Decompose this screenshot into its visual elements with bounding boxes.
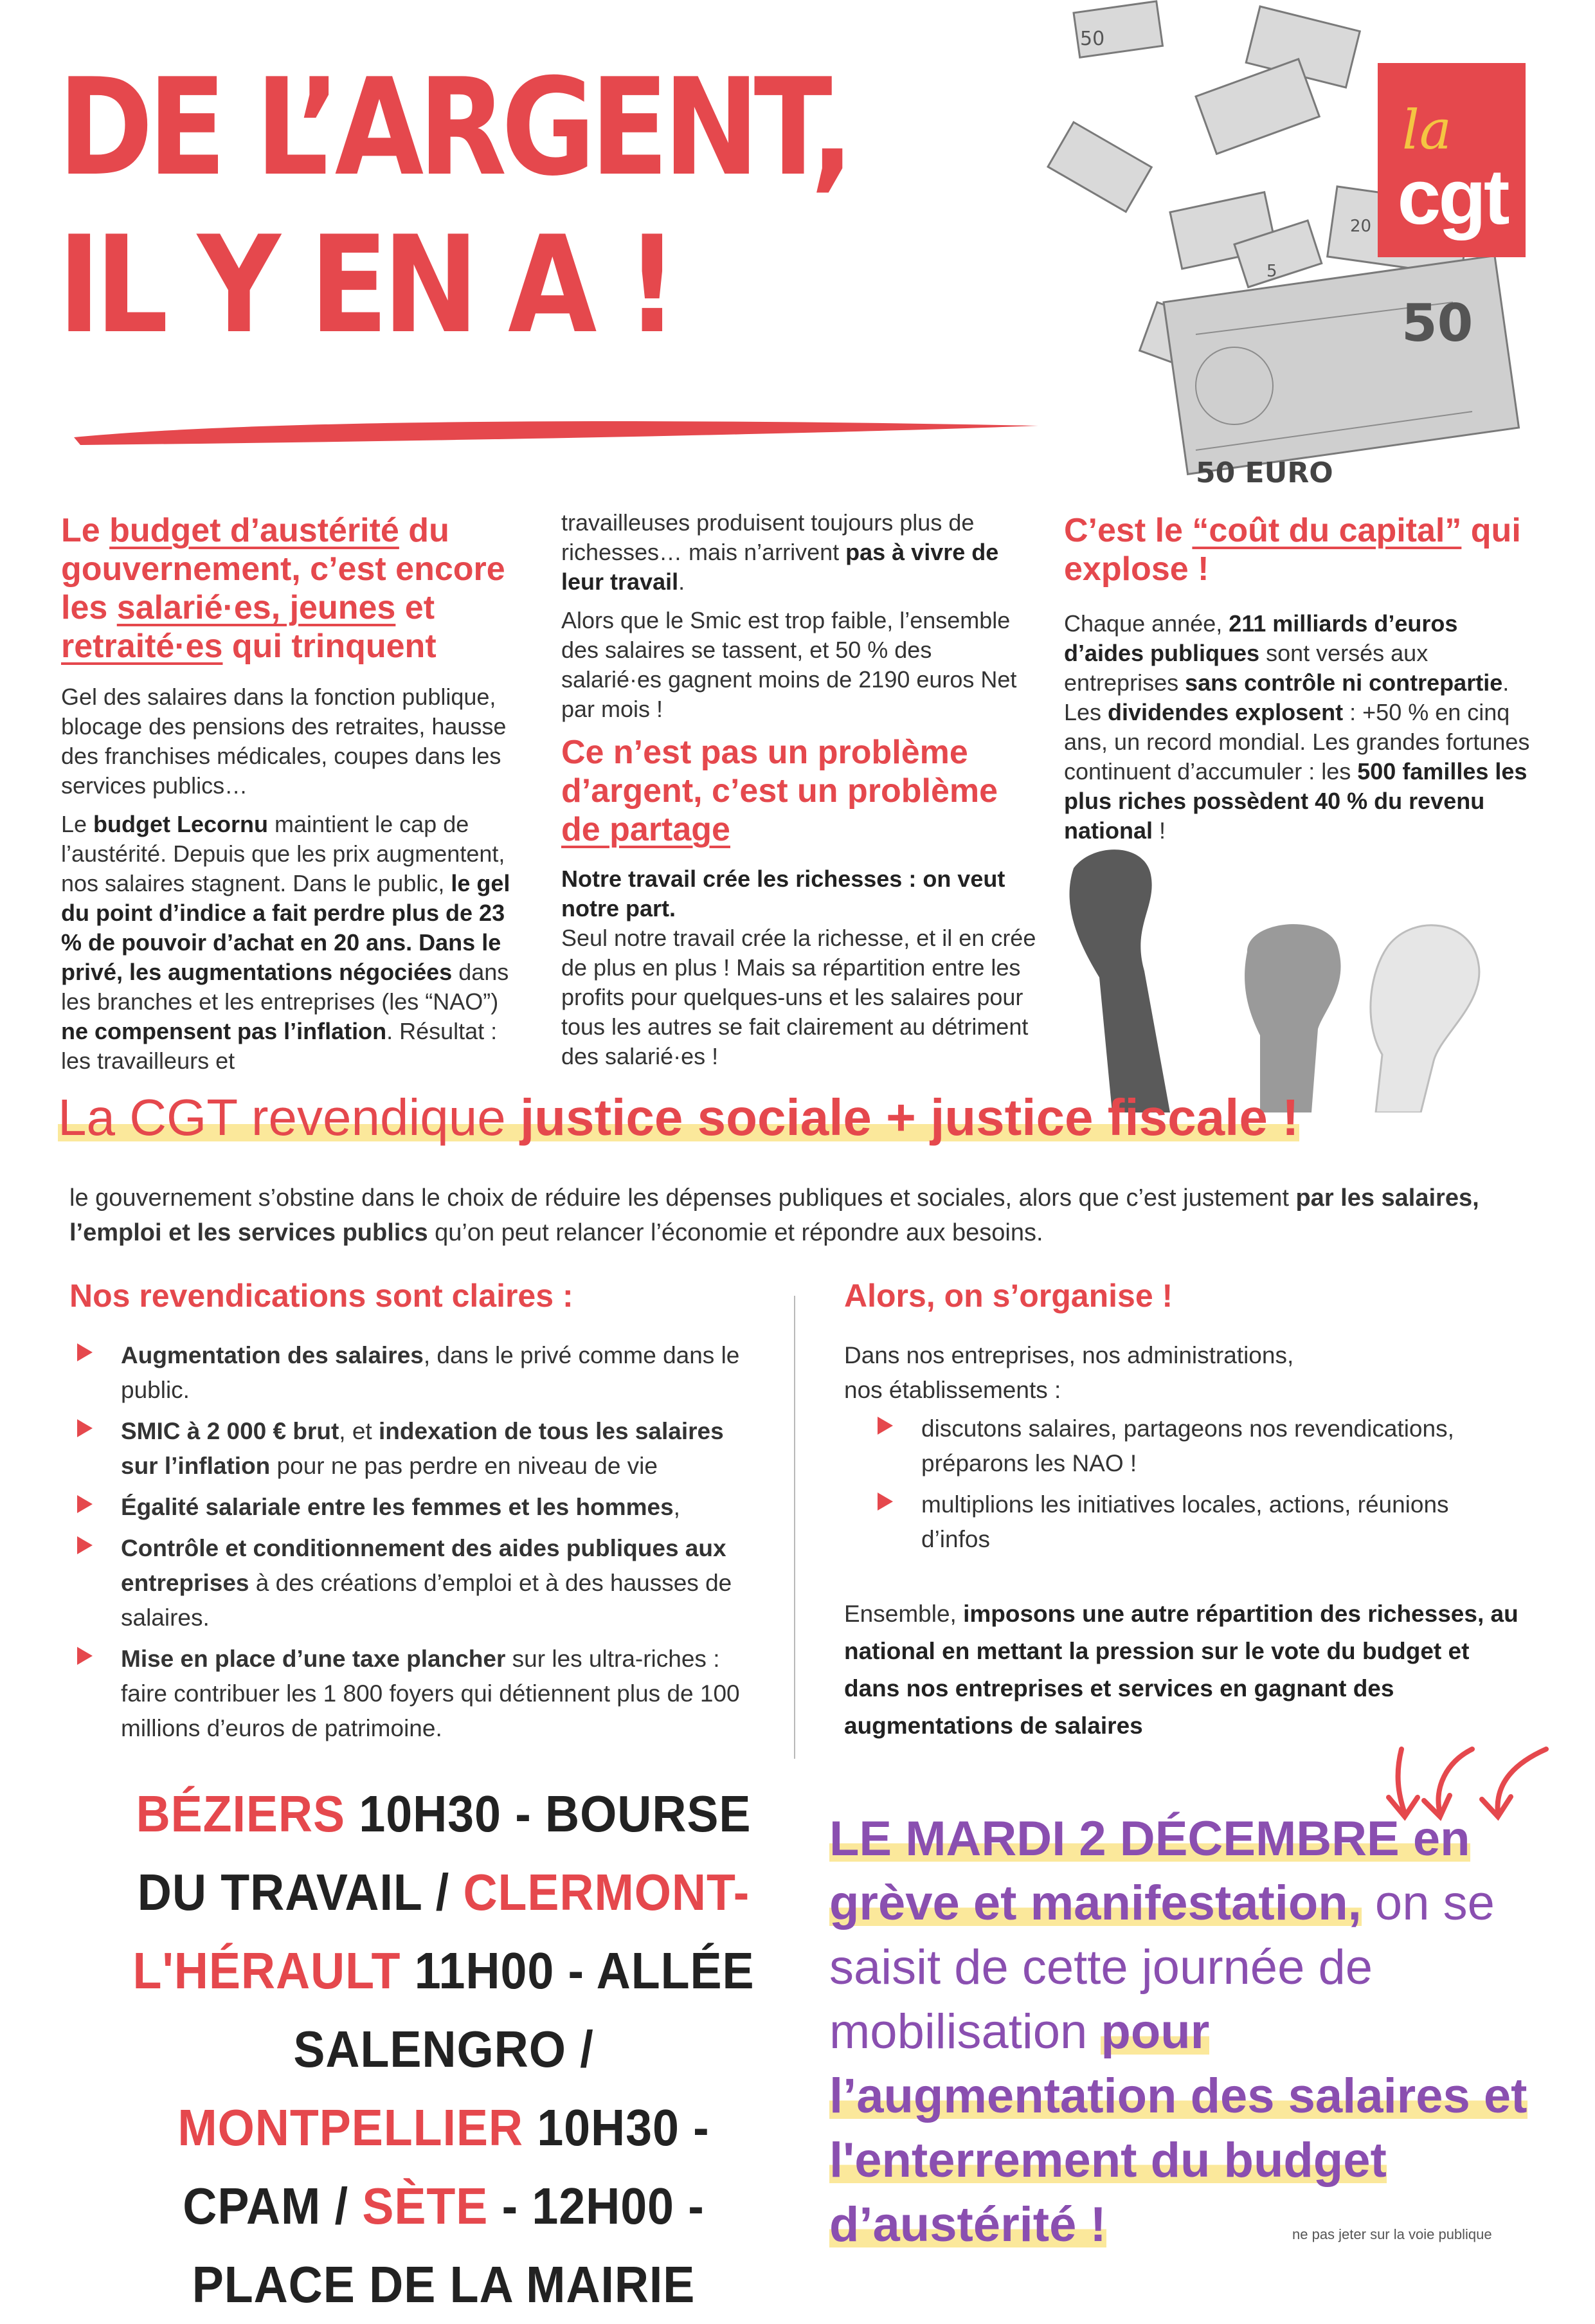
organise-heading: Alors, on s’organise ! [844, 1278, 1173, 1314]
organise-section [844, 1276, 1519, 1754]
intro-paragraph: le gouvernement s’obstine dans le choix de réduire les dépenses publiques et sociales, alors que c’est justement par les salaires, l’emploi et les services publics qu’on peut relancer l’économie et répondre aux besoins. [69, 1185, 1479, 1246]
logo-script: la [1402, 98, 1452, 161]
column-2-heading: Ce n’est pas un problème d’argent, c’est un problème de partage [561, 734, 998, 848]
list-item: Contrôle et conditionnement des aides publiques aux entreprises à des créations d’emploi et à des hausses de salaires. [69, 1531, 751, 1635]
heading-underlined: retraité·es [61, 628, 223, 665]
demands-heading: Nos revendications sont claires : [69, 1278, 573, 1314]
note-label: 20 [1350, 217, 1372, 236]
band-normal: La CGT revendique [58, 1089, 520, 1146]
note-label: 50 EURO [1196, 457, 1333, 489]
heading-text: Le [61, 512, 110, 549]
demands-section [69, 1276, 751, 1752]
headline-line-2: IL Y EN A ! [58, 208, 673, 363]
column-3 [1064, 511, 1540, 855]
heading-text: et [395, 589, 435, 626]
column-3-heading: C’est le “coût du capital” qui explose ! [1064, 512, 1521, 588]
band-bold: justice sociale + justice fiscale ! [519, 1089, 1299, 1146]
list-item: SMIC à 2 000 € brut, et indexation de tous les salaires sur l’inflation pour ne pas perdre en niveau de vie [69, 1414, 751, 1484]
triangle-bullet-icon [77, 1495, 93, 1513]
mobilisation-locations: BÉZIERS 10H30 - BOURSE DU TRAVAIL / CLERMONT-L'HÉRAULT 11H00 - ALLÉE SALENGRO / MONTPELLIER 10H30 - CPAM / SÈTE - 12H00 - PLACE DE LA MAIRIE [132, 1785, 755, 2313]
triangle-bullet-icon [77, 1343, 93, 1361]
heading-text: du gouvernement, c’est encore les [61, 512, 505, 626]
triangle-bullet-icon [878, 1493, 893, 1511]
callout-highlight: pour l’augmentation des salaires et l'enterrement du budget d’austérité ! [829, 2004, 1527, 2252]
brush-underline [68, 412, 1045, 450]
callout-text: on se saisit de cette journée de mobilisation [829, 1876, 1495, 2059]
triangle-bullet-icon [77, 1419, 93, 1437]
organise-list [870, 1412, 1519, 1557]
heading-underlined: budget d’austérité [109, 512, 399, 549]
triangle-bullet-icon [878, 1417, 893, 1435]
column-1-para-2: Le budget Lecornu maintient le cap de l’austérité. Depuis que les prix augmentent, nos salaires stagnent. Dans le public, le gel du point d’indice a fait perdre plus de 23 % de pouvoir d’achat en 20 ans. Dans le privé, les augmentations négociées dans les branches et les entreprises (les “NAO”) ne compensent pas l’inflation. Résultat : les travailleurs et [61, 811, 510, 1074]
column-2-para: Alors que le Smic est trop faible, l’ensemble des salaires se tassent, et 50 % des salarié·es gagnent moins de 2190 euros Net par mois ! [561, 607, 1017, 722]
organise-lead: Dans nos entreprises, nos administrations, nos établissements : [844, 1342, 1294, 1403]
callout-highlight: LE MARDI 2 DÉCEMBRE en grève et manifestation, [829, 1811, 1470, 1930]
list-item: multiplions les initiatives locales, actions, réunions d’infos [870, 1487, 1519, 1557]
list-item: discutons salaires, partageons nos revendications, préparons les NAO ! [870, 1412, 1519, 1481]
list-item: Égalité salariale entre les femmes et les hommes, [69, 1490, 751, 1525]
footnote: ne pas jeter sur la voie publique [1292, 2226, 1492, 2242]
raised-fists-illustration [1054, 842, 1543, 1112]
column-2-continuation: travailleuses produisent toujours plus de richesses… mais n’arrivent pas à vivre de leur travail. [561, 509, 999, 595]
list-item: Mise en place d’une taxe plancher sur les ultra-riches : faire contribuer les 1 800 foyers qui détiennent plus de 100 millions d’euros de patrimoine. [69, 1642, 751, 1746]
note-label: 50 [1401, 293, 1473, 353]
strike-callout [829, 1807, 1549, 2257]
list-item: Augmentation des salaires, dans le privé comme dans le public. [69, 1338, 751, 1408]
demands-list [69, 1338, 751, 1746]
column-2 [561, 508, 1037, 1080]
note-label: 50 [1080, 28, 1105, 50]
logo-word: cgt [1397, 153, 1508, 241]
heading-text: qui trinquent [222, 628, 437, 665]
headline-line-1: DE L’ARGENT, [58, 50, 849, 206]
column-3-para: Chaque année, 211 milliards d’euros d’aides publiques sont versés aux entreprises sans contrôle ni contrepartie. Les dividendes explosent : +50 % en cinq ans, un record mondial. Les grandes fortunes continuent d’accumuler : les 500 familles les plus riches possèdent 40 % du revenu national ! [1064, 610, 1530, 844]
column-2-para-2: Seul notre travail crée la richesse, et il en crée de plus en plus ! Mais sa répartition entre les profits pour quelques-uns et les salaires pour tous les autres se fait clairement au détriment des salarié·es ! [561, 925, 1036, 1069]
main-demand-band [58, 1087, 1299, 1148]
column-1-para-1: Gel des salaires dans la fonction publique, blocage des pensions des retraites, hausse des franchises médicales, coupes dans les services publics… [61, 684, 507, 799]
heading-underlined: salarié·es, jeunes [116, 589, 396, 626]
note-label: 5 [1266, 262, 1277, 281]
column-divider [794, 1296, 795, 1759]
column-1 [61, 511, 511, 1085]
organise-ensemble: Ensemble, imposons une autre répartition des richesses, au national en mettant la pression sur le vote du budget et dans nos entreprises et services en gagnant des augmentations de salaires [844, 1601, 1518, 1739]
triangle-bullet-icon [77, 1536, 93, 1554]
cgt-logo [1378, 63, 1526, 257]
column-2-bold-lead: Notre travail crée les richesses : on veut notre part. [561, 866, 1005, 921]
column-1-heading [61, 511, 511, 666]
triangle-bullet-icon [77, 1647, 93, 1665]
